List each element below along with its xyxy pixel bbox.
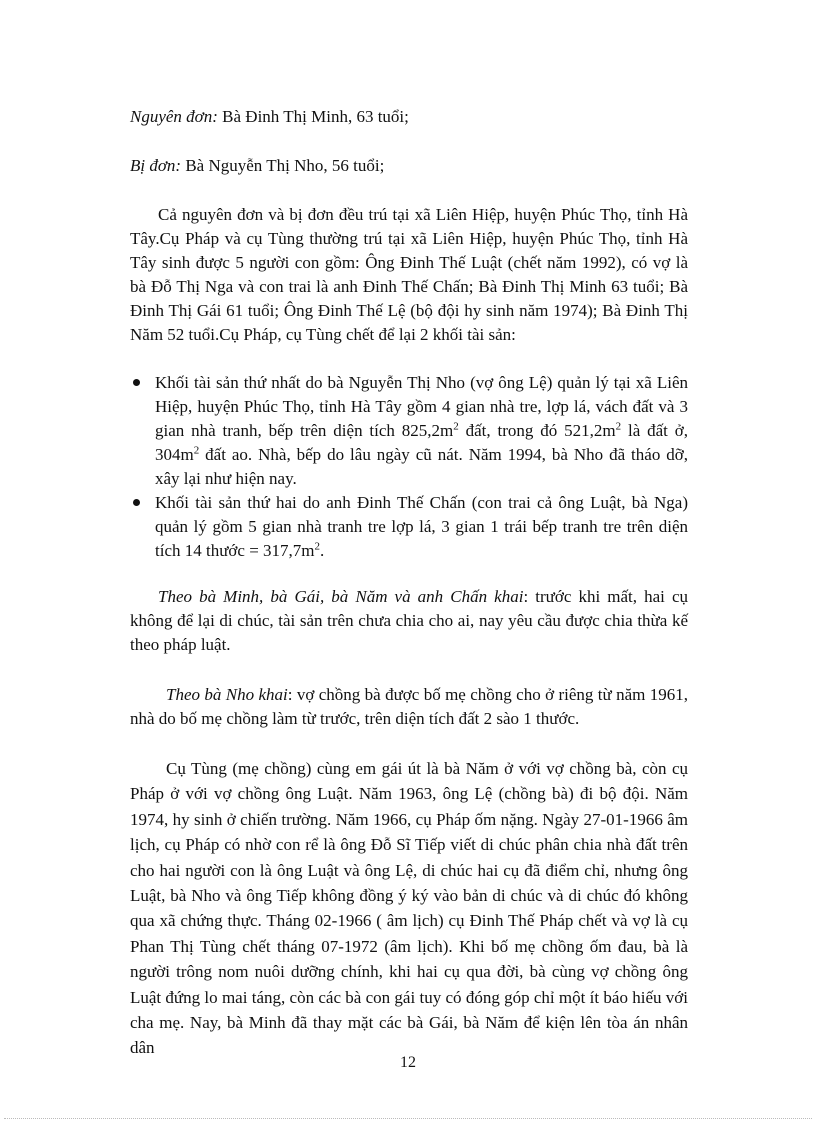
defendant-line — [130, 154, 688, 178]
bullet-icon — [133, 379, 140, 386]
bullet-icon — [133, 499, 140, 506]
page-number: 12 — [400, 1054, 416, 1071]
history-paragraph: Cụ Tùng (mẹ chồng) cùng em gái út là bà Năm ở với vợ chồng bà, còn cụ Pháp ở với vợ chồng ông Luật. Năm 1963, ông Lệ (chồng bà) đi bộ đội. Năm 1974, hy sinh ở chiến trường. Năm 1966, cụ Pháp ốm nặng. Ngày 27-01-1966 âm lịch, cụ Pháp có nhờ con rể là ông Đỗ Sĩ Tiếp viết di chúc phân chia nhà đất trên cho hai người con là ông Luật và ông Lệ, di chúc hai cụ đã điểm chỉ, nhưng ông Luật, bà Nho và ông Tiếp không đồng ý ký vào bản di chúc và di chúc đó không qua xã chứng thực. Tháng 02-1966 ( âm lịch) cụ Đinh Thế Pháp chết và vợ là cụ Phan Thị Tùng chết tháng 07-1972 (âm lịch). Khi bố mẹ chồng ốm đau, bà là người trông nom nuôi dưỡng chính, khi hai cụ qua đời, bà cùng vợ chồng ông Luật đứng lo mai táng, còn các bà con gái tuy có đóng góp chỉ một ít báo hiếu với cha mẹ. Nay, bà Minh đã thay mặt các bà Gái, bà Năm để kiện lên tòa án nhân dân — [130, 759, 688, 1058]
page-bottom-rule — [4, 1118, 812, 1119]
asset-item-2: Khối tài sản thứ hai do anh Đinh Thế Chấn (con trai cả ông Luật, bà Nga) quản lý gồm 5 gian nhà tranh tre lợp lá, 3 gian 1 trái bếp tranh tre trên diện tích 14 thước = $317,7m^2$. — [130, 491, 688, 563]
nho-claim-lead: Theo bà Nho khai — [166, 685, 288, 704]
asset-list — [130, 371, 688, 563]
defendant-text: Bà Nguyễn Thị Nho, 56 tuổi; — [181, 156, 385, 175]
nho-claim-paragraph — [130, 683, 688, 731]
minh-claim-lead: Theo bà Minh, bà Gái, bà Năm và anh Chấn khai — [158, 587, 524, 606]
asset-item-1: Khối tài sản thứ nhất do bà Nguyễn Thị Nho (vợ ông Lệ) quản lý tại xã Liên Hiệp, huyện Phúc Thọ, tỉnh Hà Tây gồm 4 gian nhà tre, lợp lá, vách đất và 3 gian nhà tranh, bếp trên diện tích $825,2m^2$ đất, trong đó $521,2m^2$ là đất ở, $304m^2$ đất ao. Nhà, bếp do lâu ngày cũ nát. Năm 1994, bà Nho đã tháo dỡ, xây lại như hiện nay. — [130, 371, 688, 491]
nho-claim-text: : vợ chồng bà được bố mẹ chồng cho ở riêng từ năm 1961, nhà do bố mẹ chồng làm từ trước, trên diện tích đất 2 sào 1 thước. — [130, 685, 688, 728]
minh-claim-paragraph — [130, 585, 688, 657]
intro-paragraph: Cả nguyên đơn và bị đơn đều trú tại xã Liên Hiệp, huyện Phúc Thọ, tỉnh Hà Tây.Cụ Pháp và cụ Tùng thường trú tại xã Liên Hiệp, huyện Phúc Thọ, tỉnh Hà Tây sinh được 5 người con gồm: Ông Đinh Thế Luật (chết năm 1992), có vợ là bà Đỗ Thị Nga và con trai là anh Đinh Thế Chấn; Bà Đinh Thị Minh 63 tuổi; Bà Đinh Thị Gái 61 tuổi; Ông Đinh Thế Lệ (bộ đội hy sinh năm 1974); Bà Đinh Thị Năm 52 tuổi.Cụ Pháp, cụ Tùng chết để lại 2 khối tài sản: — [130, 205, 688, 344]
minh-claim-text: : trước khi mất, hai cụ không để lại di chúc, tài sản trên chưa chia cho ai, nay yêu cầu được chia thừa kế theo pháp luật. — [130, 587, 689, 654]
plaintiff-text: Bà Đinh Thị Minh, 63 tuổi; — [217, 107, 409, 126]
plaintiff-label: Nguyên đơn: — [130, 107, 218, 126]
plaintiff-line — [130, 105, 688, 129]
defendant-label: Bị đơn: — [130, 156, 182, 175]
